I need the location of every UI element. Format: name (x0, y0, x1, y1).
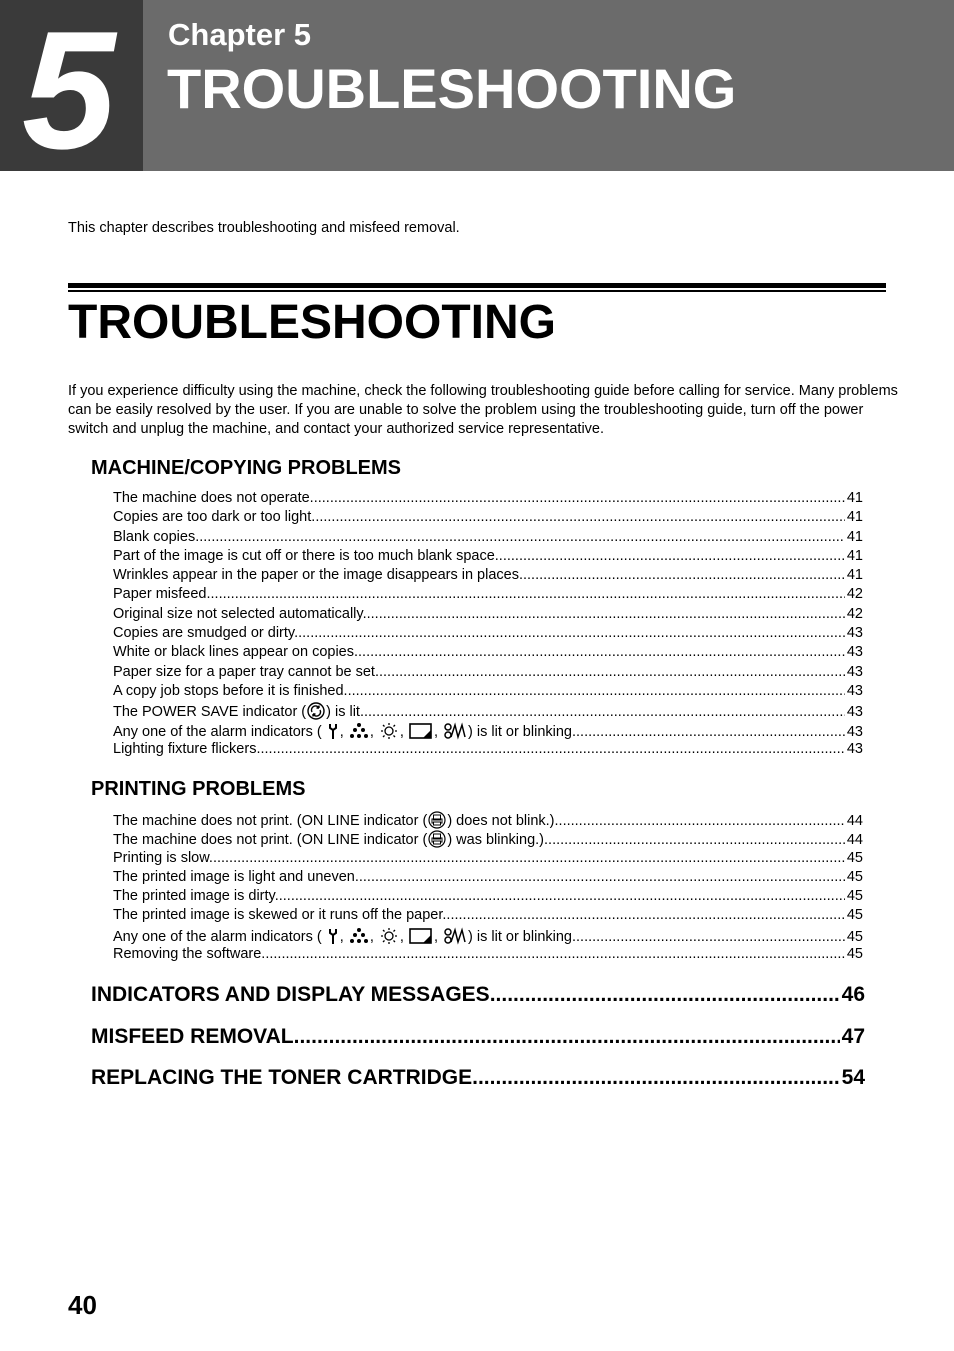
toc-leader-dots (211, 586, 845, 602)
toc-row[interactable] (113, 490, 863, 509)
toc-entry-text: Part of the image is cut off or there is too much blank space. (113, 547, 499, 564)
chapter-number: 5 (22, 0, 112, 184)
toner-dots-icon (349, 722, 369, 740)
toc-row[interactable] (113, 869, 863, 888)
toc-leader-dots (472, 1066, 840, 1090)
toc-page-number: 43 (846, 704, 863, 721)
toc-page-number: 41 (846, 528, 863, 545)
toc-leader-dots (199, 529, 845, 545)
paper-tray-icon (409, 722, 433, 740)
toc-page-number: 45 (846, 868, 863, 885)
toc-page-number: 45 (846, 928, 863, 945)
toc-leader-dots (523, 567, 845, 583)
toc-entry-text: Paper size for a paper tray cannot be set. (113, 663, 379, 680)
printing-heading: PRINTING PROBLEMS (91, 778, 306, 800)
toc-entry-text: The printed image is light and uneven. (113, 868, 359, 885)
toc-leader-dots (379, 664, 845, 680)
power-save-icon (307, 702, 325, 720)
toc-entry-text-after: ) does not blink.) (447, 813, 555, 829)
toc-entry-text: Original size not selected automatically. (113, 605, 367, 622)
toc-major-text: INDICATORS AND DISPLAY MESSAGES (91, 983, 490, 1006)
toc-leader-dots (364, 704, 845, 720)
toc-row[interactable] (113, 683, 863, 702)
toc-leader-dots (279, 888, 845, 904)
paper-tray-icon (409, 927, 433, 945)
section-rule-thick (68, 283, 886, 288)
toc-entry-text (113, 811, 555, 829)
toc-row[interactable] (113, 811, 863, 830)
toc-page-number: 43 (846, 723, 863, 740)
toc-entry-text: The printed image is dirty. (113, 888, 279, 905)
toc-row[interactable] (113, 927, 863, 946)
toc-row[interactable] (113, 664, 863, 683)
toc-row[interactable] (113, 548, 863, 567)
toc-leader-dots (576, 929, 845, 945)
toc-leader-dots (294, 1025, 840, 1049)
toc-entry-text (113, 830, 544, 848)
toc-entry-text: Wrinkles appear in the paper or the image disappears in places. (113, 567, 523, 584)
chapter-intro: This chapter describes troubleshooting and misfeed removal. (68, 220, 460, 236)
toc-entry-text: Any one of the alarm indicators ( , , , , ) is lit or blinking. (113, 928, 577, 945)
toc-entry-text: Copies are too dark or too light. (113, 509, 316, 526)
toc-entry-text: The printed image is skewed or it runs off the paper. (113, 907, 447, 924)
maintenance-wrench-icon (327, 722, 339, 740)
toc-entry-text-after: ) is lit. (326, 704, 364, 721)
toc-row[interactable] (113, 586, 863, 605)
toc-leader-dots (348, 683, 845, 699)
developer-sun-icon (379, 722, 399, 740)
toc-leader-dots (315, 509, 845, 525)
toc-leader-dots (359, 869, 845, 885)
toc-entry-text: Any one of the alarm indicators ( , , , , ) is lit or blinking. (113, 723, 577, 740)
toc-leader-dots (446, 907, 844, 923)
toc-row[interactable] (113, 529, 863, 548)
toc-leader-dots (213, 850, 845, 866)
toc-page-number: 41 (846, 490, 863, 506)
toc-leader-dots (499, 548, 845, 564)
toc-major-page: 46 (841, 983, 865, 1006)
toc-entry-text-before: Any one of the alarm indicators ( (113, 723, 322, 740)
page-number: 40 (68, 1290, 97, 1320)
toc-leader-dots (260, 741, 844, 757)
toc-page-number: 43 (846, 644, 863, 661)
toc-row[interactable] (113, 625, 863, 644)
toc-major-entry[interactable] (91, 983, 865, 1007)
online-printer-icon (428, 811, 446, 829)
toc-page-number: 41 (846, 509, 863, 526)
toc-entry-text: White or black lines appear on copies. (113, 644, 359, 661)
section-paragraph: If you experience difficulty using the machine, check the following troubleshooting guide before calling for service. Many problems can be easily resolved by the user. If you are unable to solve the problem using the troubleshooting guide, turn off the power switch and unplug the machine, and contact your authorized service representative. (68, 383, 898, 437)
toc-major-text: MISFEED REMOVAL (91, 1025, 294, 1048)
toc-page-number: 42 (846, 586, 863, 603)
toc-row[interactable] (113, 888, 863, 907)
section-title: TROUBLESHOOTING (68, 296, 556, 349)
toc-leader-dots (490, 983, 840, 1007)
toc-page-number: 43 (846, 740, 863, 757)
toc-leader-dots (555, 813, 845, 829)
toc-entry-text: Paper misfeed. (113, 586, 211, 603)
printing-list (113, 811, 863, 965)
toc-row[interactable] (113, 741, 863, 760)
misfeed-icon (443, 927, 467, 945)
machine-copying-heading: MACHINE/COPYING PROBLEMS (91, 457, 402, 479)
toc-entry-text-before: The POWER SAVE indicator ( (113, 704, 307, 721)
toc-entry-text-before: Any one of the alarm indicators ( (113, 928, 322, 945)
toner-dots-icon (349, 927, 369, 945)
chapter-number-box (0, 0, 143, 184)
toc-major-page: 54 (841, 1066, 865, 1089)
toc-entry-text: Removing the software (113, 946, 262, 963)
toc-entry-text: Printing is slow. (113, 849, 213, 866)
toc-row[interactable] (113, 567, 863, 586)
toc-entry-text-before: The machine does not print. (ON LINE indicator ( (113, 813, 428, 829)
toc-page-number: 41 (846, 567, 863, 584)
toc-row[interactable] (113, 702, 863, 721)
toc-entry-text-after: ) was blinking.) (447, 832, 545, 849)
toc-entry-text-before: The machine does not print. (ON LINE indicator ( (113, 832, 428, 849)
toc-entry-text: Blank copies. (113, 528, 200, 545)
toc-row[interactable] (113, 850, 863, 869)
toc-entry-text: Lighting fixture flickers. (113, 740, 261, 757)
toc-major-text: REPLACING THE TONER CARTRIDGE (91, 1066, 473, 1089)
toc-page-number: 45 (846, 946, 863, 963)
toc-page-number: 44 (846, 832, 863, 849)
toc-row[interactable] (113, 606, 863, 625)
online-printer-icon (428, 830, 446, 848)
developer-sun-icon (379, 927, 399, 945)
toc-row[interactable] (113, 907, 863, 926)
toc-entry-text-after: ) is lit or blinking. (468, 723, 577, 740)
maintenance-wrench-icon (327, 927, 339, 945)
misfeed-icon (443, 722, 467, 740)
toc-entry-text: Copies are smudged or dirty. (113, 625, 299, 642)
toc-leader-dots (261, 946, 845, 962)
toc-page-number: 43 (846, 625, 863, 642)
toc-page-number: 41 (846, 547, 863, 564)
toc-entry-text: The machine does not operate. (113, 490, 314, 506)
toc-page-number: 45 (846, 888, 863, 905)
chapter-title: TROUBLESHOOTING (167, 57, 737, 120)
toc-row[interactable] (113, 946, 863, 965)
toc-major-entry[interactable] (91, 1066, 865, 1090)
machine-copying-list (113, 490, 863, 760)
toc-leader-dots (314, 490, 845, 506)
toc-row[interactable] (113, 509, 863, 528)
toc-page-number: 42 (846, 605, 863, 622)
section-rule-thin (68, 290, 886, 292)
toc-row[interactable] (113, 830, 863, 849)
toc-page-number: 44 (846, 813, 863, 829)
toc-entry-text (113, 702, 364, 720)
toc-page-number: 45 (846, 849, 863, 866)
chapter-label: Chapter 5 (168, 17, 311, 52)
toc-entry-text: A copy job stops before it is finished. (113, 682, 348, 699)
toc-major-page: 47 (841, 1025, 865, 1048)
toc-leader-dots (544, 832, 845, 848)
toc-row[interactable] (113, 644, 863, 663)
toc-leader-dots (367, 606, 845, 622)
toc-entry-text-after: ) is lit or blinking. (468, 928, 577, 945)
toc-leader-dots (358, 644, 845, 660)
toc-page-number: 43 (846, 663, 863, 680)
toc-leader-dots (576, 724, 845, 740)
toc-page-number: 43 (846, 682, 863, 699)
toc-row[interactable] (113, 722, 863, 741)
toc-major-entry[interactable] (91, 1025, 865, 1049)
toc-page-number: 45 (846, 907, 863, 924)
toc-leader-dots (298, 625, 845, 641)
